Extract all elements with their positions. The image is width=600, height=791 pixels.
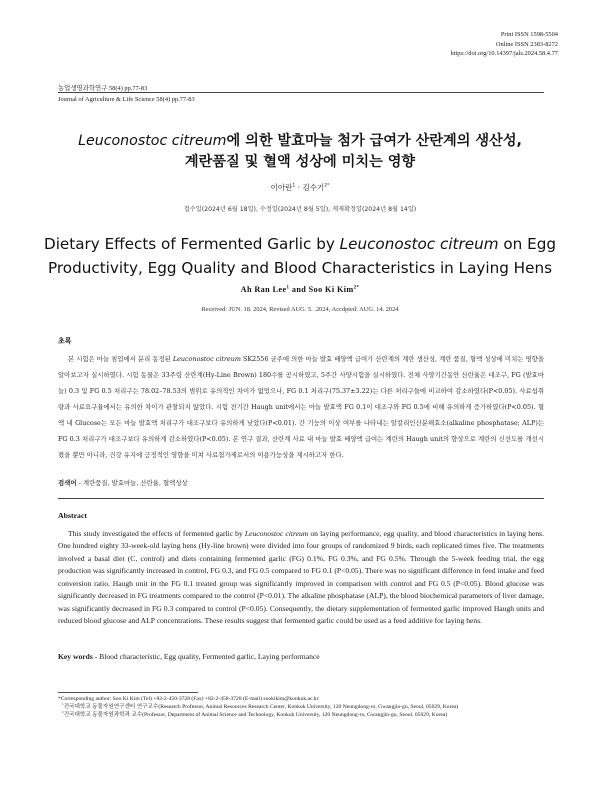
korean-dates: 접수일(2024년 6월 18일), 수정일(2024년 8월 5일), 게재확정일(2024년 8월 14일) bbox=[183, 206, 417, 213]
english-title-line2: Productivity, Egg Quality and Blood Characteristics in Laying Hens bbox=[47, 258, 552, 277]
affiliation-note-1-text: 건국대학교 동물자원연구센터 연구교수(Research Professor, Animal Resources Research Center, Konkuk University, 120 Neungdong-ro, Gwangjin-gu, Seoul, 05029, Korea) bbox=[63, 704, 459, 711]
english-keywords-label: Key words bbox=[58, 652, 93, 661]
doi-link[interactable]: https://doi.org/10.14397/jals.2024.58.4.77 bbox=[450, 50, 558, 57]
affiliation-note-1 bbox=[58, 703, 544, 711]
korean-abstract bbox=[58, 351, 544, 463]
english-abstract bbox=[58, 528, 544, 628]
english-title-post: on Egg bbox=[498, 235, 556, 253]
korean-keywords bbox=[58, 478, 188, 487]
korean-citation: 농업생명과학연구 58(4) pp.77-83 bbox=[58, 85, 148, 92]
footnotes bbox=[58, 695, 544, 720]
english-author-2: Soo Ki Kim bbox=[308, 285, 354, 294]
english-keywords bbox=[58, 652, 320, 661]
korean-keywords-list: - 계란품질, 발효마늘, 산란율, 혈액성상 bbox=[76, 479, 188, 487]
journal-citation: Journal of Agriculture & Life Science 58(4) pp.77-83 bbox=[58, 96, 195, 103]
english-title-pre: Dietary Effects of Fermented Garlic by bbox=[44, 235, 340, 253]
header-rule bbox=[58, 92, 544, 93]
english-keywords-list: - Blood characteristic, Egg quality, Fermented garlic, Laying performance bbox=[92, 652, 320, 661]
affiliation-note-2-sup: 2 bbox=[62, 710, 64, 715]
english-author-1-sup: 1 bbox=[286, 285, 290, 291]
korean-authors bbox=[0, 182, 600, 193]
english-author-1: Ah Ran Lee bbox=[240, 285, 287, 294]
korean-abstract-p1: 본 시험은 마늘 침입에서 분리 동정된 bbox=[68, 355, 173, 363]
english-abstract-species: Leuconostoc citreum bbox=[244, 529, 309, 538]
korean-keywords-label: 검색어 bbox=[58, 479, 77, 487]
korean-title-species: Leuconostoc citreum bbox=[78, 133, 227, 149]
section-rule bbox=[58, 498, 544, 499]
english-abstract-p1: This study investigated the effects of fermented garlic by bbox=[68, 529, 245, 538]
korean-author-1-sup: 1 bbox=[292, 183, 296, 189]
affiliation-note-2-text: 건국대학교 동물자원과학과 교수(Professor, Department of Animal Science and Technology, Konkuk University, 120 Neungdong-ro, Gwangjin-gu, Seoul, 05029, Korea) bbox=[63, 712, 448, 719]
online-issn: Online ISSN 2383-8272 bbox=[495, 40, 558, 48]
footnote-rule bbox=[58, 692, 198, 693]
korean-author-2-sup: 2* bbox=[324, 183, 330, 189]
korean-abstract-species: Leuconostoc citreum bbox=[172, 355, 241, 363]
english-abstract-p2: on laying performance, egg quality, and blood characteristics in laying hens. One hundred eighty 33-week-old laying hens (Hy-line brown) were divided into four groups of randomized 9 birds, each replicated times five. The treatments involved a basal diet (C, control) and diets containing fermented garlic (FG) 0.1%, FG 0.3%, and FG 0.5%. Through the 5-week feeding trial, the egg production was significantly increased in control, FG 0.3, and FG 0.5 compared to FG 0.1 (P<0.05). There was no significant difference in feed intake and feed conversion ratio. Haugh unit in the FG 0.1 treated group was significantly improved in comparison with control and FG 0.5 (P<0.05). Blood glucose was significantly decreased in FG treatments compared to the control (P<0.01). The alkaline phosphatase (ALP), the blood biochemical parameters of liver damage, was significantly decreased in FG 0.3 compared to control (P<0.05). Consequently, the dietary supplementation of fermented garlic improved Haugh units and reduced blood glucose and ALP concentrations. These results suggest that fermented garlic could be used as a feed additive for laying hens. bbox=[58, 529, 545, 626]
english-author-2-sup: 2* bbox=[353, 285, 360, 291]
korean-title-line2: 계란품질 및 혈액 성상에 미치는 영향 bbox=[184, 154, 416, 170]
affiliation-note-1-sup: 1 bbox=[62, 702, 64, 707]
korean-abstract-heading: 초록 bbox=[58, 337, 72, 345]
issn-block bbox=[451, 30, 558, 59]
english-title-species: Leuconostoc citreum bbox=[339, 235, 499, 253]
english-dates: Received: JUN. 18. 2024, Revised AUG. 5. .2024, Accdpted: AUG. 14. 2024 bbox=[201, 306, 399, 313]
english-abstract-heading: Abstract bbox=[58, 511, 88, 520]
corresponding-author-note: *Corresponding author: Soo Ki Kim (Tel) +82-2-450-3728 (Fax) +82-2-458-3728 (E-mail) sookikim@konkuk.ac.kr bbox=[58, 696, 319, 702]
affiliation-note-2 bbox=[58, 711, 544, 719]
korean-title-line1: 에 의한 발효마늘 첨가 급여가 산란계의 생산성, bbox=[226, 133, 522, 149]
korean-title bbox=[40, 131, 560, 173]
korean-abstract-p2: SK2556 균주에 의한 마늘 발효 배양액 급여가 산란계의 계란 생산성, 계란 품질, 혈액 성상에 미치는 영향을 알아보고자 실시하였다. 시험 동물은 33주령 산란계(Hy-Line Brown) 180수를 공시하였고, 5주간 사양시험을 실시하였다. 전체 사양기간동안 산란율은 대조구, FG (발효마늘) 0.3 및 FG 0.5 처리구는 78.02–78.53의 범위로 유의적인 차이가 없었으나, FG 0.1 처리구(75.37±3.22)는 다른 처리구들에 비교하여 감소하였다(P<0.05). 사료섭취량과 사료요구율에서는 유의한 차이가 관찰되지 않았다. 시험 전기간 Haugh unit에서는 마늘 발효액 FG 0.1이 대조구와 FG 0.5에 비해 유의하게 증가하였다(P<0.05). 혈액 내 Glucose는 모든 마늘 발효액 처리구가 대조구보다 유의하게 낮았다(P<0.01). 간 기능의 이상 여부를 나타내는 알칼리인산분해효소(alkaline phosphatase; ALP)는 FG 0.3 처리구가 대조구보다 유의하게 감소하였다(P<0.05). 본 연구 결과, 산란계 사료 내 마늘 발효 배양액 급여는 계란의 Haugh unit의 향상으로 계란의 신선도를 개선시켰을 뿐만 아니라, 건강 유지에 긍정적인 영향을 미쳐 사료첨가제로서의 이용가능성을 제시하고자 한다. bbox=[58, 355, 544, 459]
korean-author-2: · 김수기 bbox=[295, 183, 325, 192]
english-title bbox=[30, 233, 570, 280]
english-authors bbox=[0, 285, 600, 294]
english-authors-and: and bbox=[289, 285, 309, 294]
print-issn: Print ISSN 1598-5504 bbox=[500, 31, 558, 38]
korean-author-1: 이아란 bbox=[270, 183, 293, 192]
